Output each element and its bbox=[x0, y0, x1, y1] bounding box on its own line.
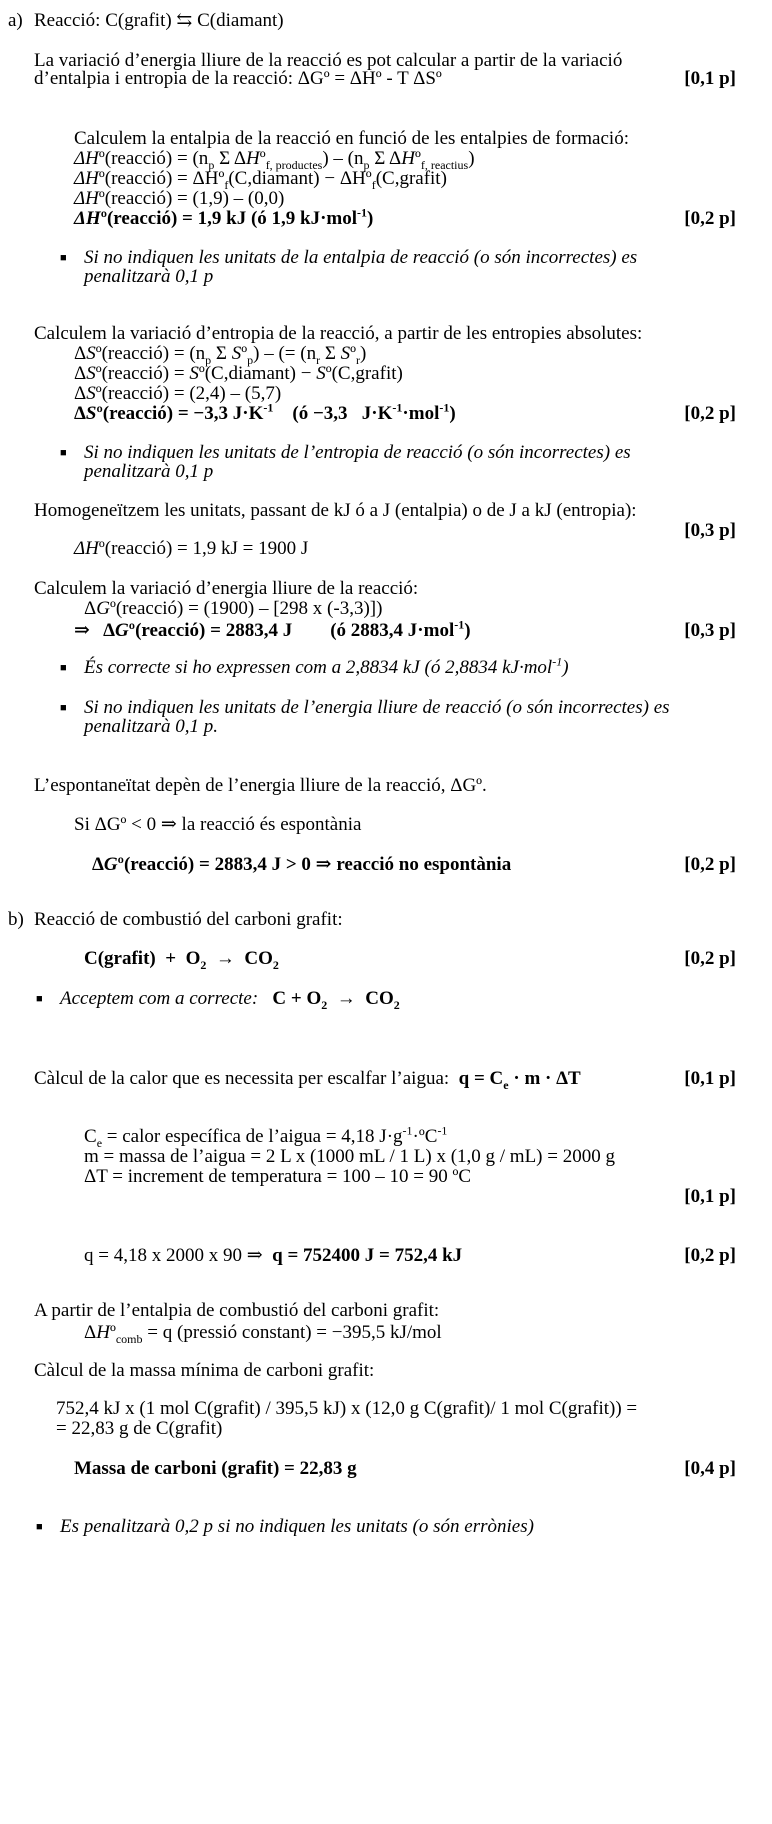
bullet-icon: ■ bbox=[60, 702, 67, 714]
gibbs-eq-1: ΔGº(reacció) = (1900) – [298 x (-3,3)]) bbox=[84, 598, 383, 619]
gibbs-note-2: Si no indiquen les unitats de l’energia lliure de reacció (o són incorrectes) es bbox=[84, 697, 670, 718]
part-a-title: Reacció: C(grafit) ⇆ C(diamant) bbox=[34, 10, 284, 31]
comb-eq: ΔHº$_{comb}$ = q (pressió constant) = −395,5 kJ/mol bbox=[84, 1322, 442, 1346]
mass-line: m = massa de l’aigua = 2 L x (1000 mL / 1 L) x (1,0 g / mL) = 2000 g bbox=[84, 1146, 615, 1167]
entropy-heading: Calculem la variació d’entropia de la reacció, a partir de les entropies absolutes: bbox=[34, 323, 643, 344]
mass-points: [0,4 p] bbox=[684, 1458, 736, 1479]
enthalpy-result: ΔHº(reacció) = 1,9 kJ (ó 1,9 kJ·mol$^{-1}$) bbox=[74, 205, 374, 229]
heat-points: [0,1 p] bbox=[684, 1068, 736, 1089]
spont-condition: Si ΔGº < 0 ⇒ la reacció és espontània bbox=[74, 814, 362, 835]
enthalpy-eq-3: ΔHº(reacció) = (1,9) – (0,0) bbox=[74, 188, 285, 209]
enthalpy-points: [0,2 p] bbox=[684, 208, 736, 229]
q-calc: q = 4,18 x 2000 x 90 ⇒ q = 752400 J = 752,4 kJ bbox=[84, 1245, 463, 1266]
enthalpy-eq-2: ΔHº(reacció) = ΔHº$_f$(C,diamant) − ΔHº$_f$(C,grafit) bbox=[74, 168, 447, 192]
bullet-icon: ■ bbox=[36, 1521, 43, 1533]
entropy-eq-3: ΔSº(reacció) = (2,4) – (5,7) bbox=[74, 383, 282, 404]
ce-line: $C_e$ = calor específica de l’aigua = 4,18 $J\cdot g^{-1}\cdot ºC^{-1}$ bbox=[84, 1123, 448, 1150]
enthalpy-eq-1: ΔHº(reacció) = ($n_p$ Σ ΔHº$_{f, productes}$) – ($n_p$ Σ ΔHº$_{f, reactius}$) bbox=[74, 148, 475, 172]
final-note: Es penalitzarà 0,2 p si no indiquen les unitats (o són errònies) bbox=[60, 1516, 534, 1537]
spont-result: ΔGº(reacció) = 2883,4 J > 0 ⇒ reacció no espontània bbox=[92, 854, 512, 875]
heat-heading: Càlcul de la calor que es necessita per escalfar l’aigua: $q = C_e \cdot m \cdot \Delta T$ bbox=[34, 1068, 581, 1092]
enthalpy-note-1: Si no indiquen les unitats de la entalpia de reacció (o són incorrectes) es bbox=[84, 247, 638, 268]
entropy-note-2: penalitzarà 0,1 p bbox=[84, 461, 214, 482]
part-b-title: Reacció de combustió del carboni grafit: bbox=[34, 909, 343, 930]
gibbs-heading: Calculem la variació d’energia lliure de la reacció: bbox=[34, 578, 419, 599]
combustion-reaction: C(grafit) + $O_2 \to CO_2$ bbox=[84, 948, 279, 972]
accept-note: Acceptem com a correcte: $C + O_2 \to CO_2$ bbox=[60, 988, 400, 1012]
gibbs-note-1: És correcte si ho expressen com a 2,8834 kJ (ó 2,8834 kJ·mol$^{-1}$) bbox=[84, 654, 569, 678]
part-a-label: a) bbox=[8, 10, 23, 31]
gibbs-note-2b: penalitzarà 0,1 p. bbox=[84, 716, 219, 737]
enthalpy-heading: Calculem la entalpia de la reacció en funció de les entalpies de formació: bbox=[74, 128, 629, 149]
part-b-label: b) bbox=[8, 909, 24, 930]
units-points: [0,3 p] bbox=[684, 520, 736, 541]
mass-result: Massa de carboni (grafit) = 22,83 g bbox=[74, 1458, 357, 1479]
comb-heading: A partir de l’entalpia de combustió del carboni grafit: bbox=[34, 1300, 440, 1321]
spont-points: [0,2 p] bbox=[684, 854, 736, 875]
reaction-points: [0,2 p] bbox=[684, 948, 736, 969]
spont-heading: L’espontaneïtat depèn de l’energia lliure de la reacció, ΔGº. bbox=[34, 775, 487, 796]
entropy-note-1: Si no indiquen les unitats de l’entropia de reacció (o són incorrectes) es bbox=[84, 442, 631, 463]
bullet-icon: ■ bbox=[60, 252, 67, 264]
bullet-icon: ■ bbox=[60, 662, 67, 674]
enthalpy-note-2: penalitzarà 0,1 p bbox=[84, 266, 214, 287]
data-points: [0,1 p] bbox=[684, 1186, 736, 1207]
delta-t-line: ΔT = increment de temperatura = 100 – 10 = 90 ºC bbox=[84, 1166, 472, 1187]
intro-line-1: La variació d’energia lliure de la reacció es pot calcular a partir de la variació bbox=[34, 50, 623, 71]
bullet-icon: ■ bbox=[36, 993, 43, 1005]
q-points: [0,2 p] bbox=[684, 1245, 736, 1266]
gibbs-points: [0,3 p] bbox=[684, 620, 736, 641]
entropy-points: [0,2 p] bbox=[684, 403, 736, 424]
entropy-eq-2: ΔSº(reacció) = Sº(C,diamant) − Sº(C,grafit) bbox=[74, 363, 403, 384]
mass-heading: Càlcul de la massa mínima de carboni grafit: bbox=[34, 1360, 375, 1381]
intro-points: [0,1 p] bbox=[684, 68, 736, 89]
entropy-result: ΔSº(reacció) = −3,3 $J\cdot K^{-1}$ (ó −3,3 $J\cdot K^{-1}\cdot mol^{-1}$) bbox=[74, 400, 456, 424]
units-heading: Homogeneïtzem les unitats, passant de kJ ó a J (entalpia) o de J a kJ (entropia): bbox=[34, 500, 637, 521]
gibbs-result: ⇒ ΔGº(reacció) = 2883,4 J (ó 2883,4 J·mol$^{-1}$) bbox=[74, 617, 471, 641]
entropy-eq-1: ΔSº(reacció) = ($n_p$ Σ Sº$_p$) – (= ($n_r$ Σ Sº$_r$) bbox=[74, 343, 367, 367]
units-eq: ΔHº(reacció) = 1,9 kJ = 1900 J bbox=[74, 538, 309, 559]
bullet-icon: ■ bbox=[60, 447, 67, 459]
mass-calc-1: 752,4 kJ x (1 mol C(grafit) / 395,5 kJ) x (12,0 g C(grafit)/ 1 mol C(grafit)) = bbox=[56, 1398, 638, 1419]
mass-calc-2: = 22,83 g de C(grafit) bbox=[56, 1418, 223, 1439]
intro-line-2: d’entalpia i entropia de la reacció: ΔGº = ΔHº - T ΔSº bbox=[34, 68, 442, 89]
